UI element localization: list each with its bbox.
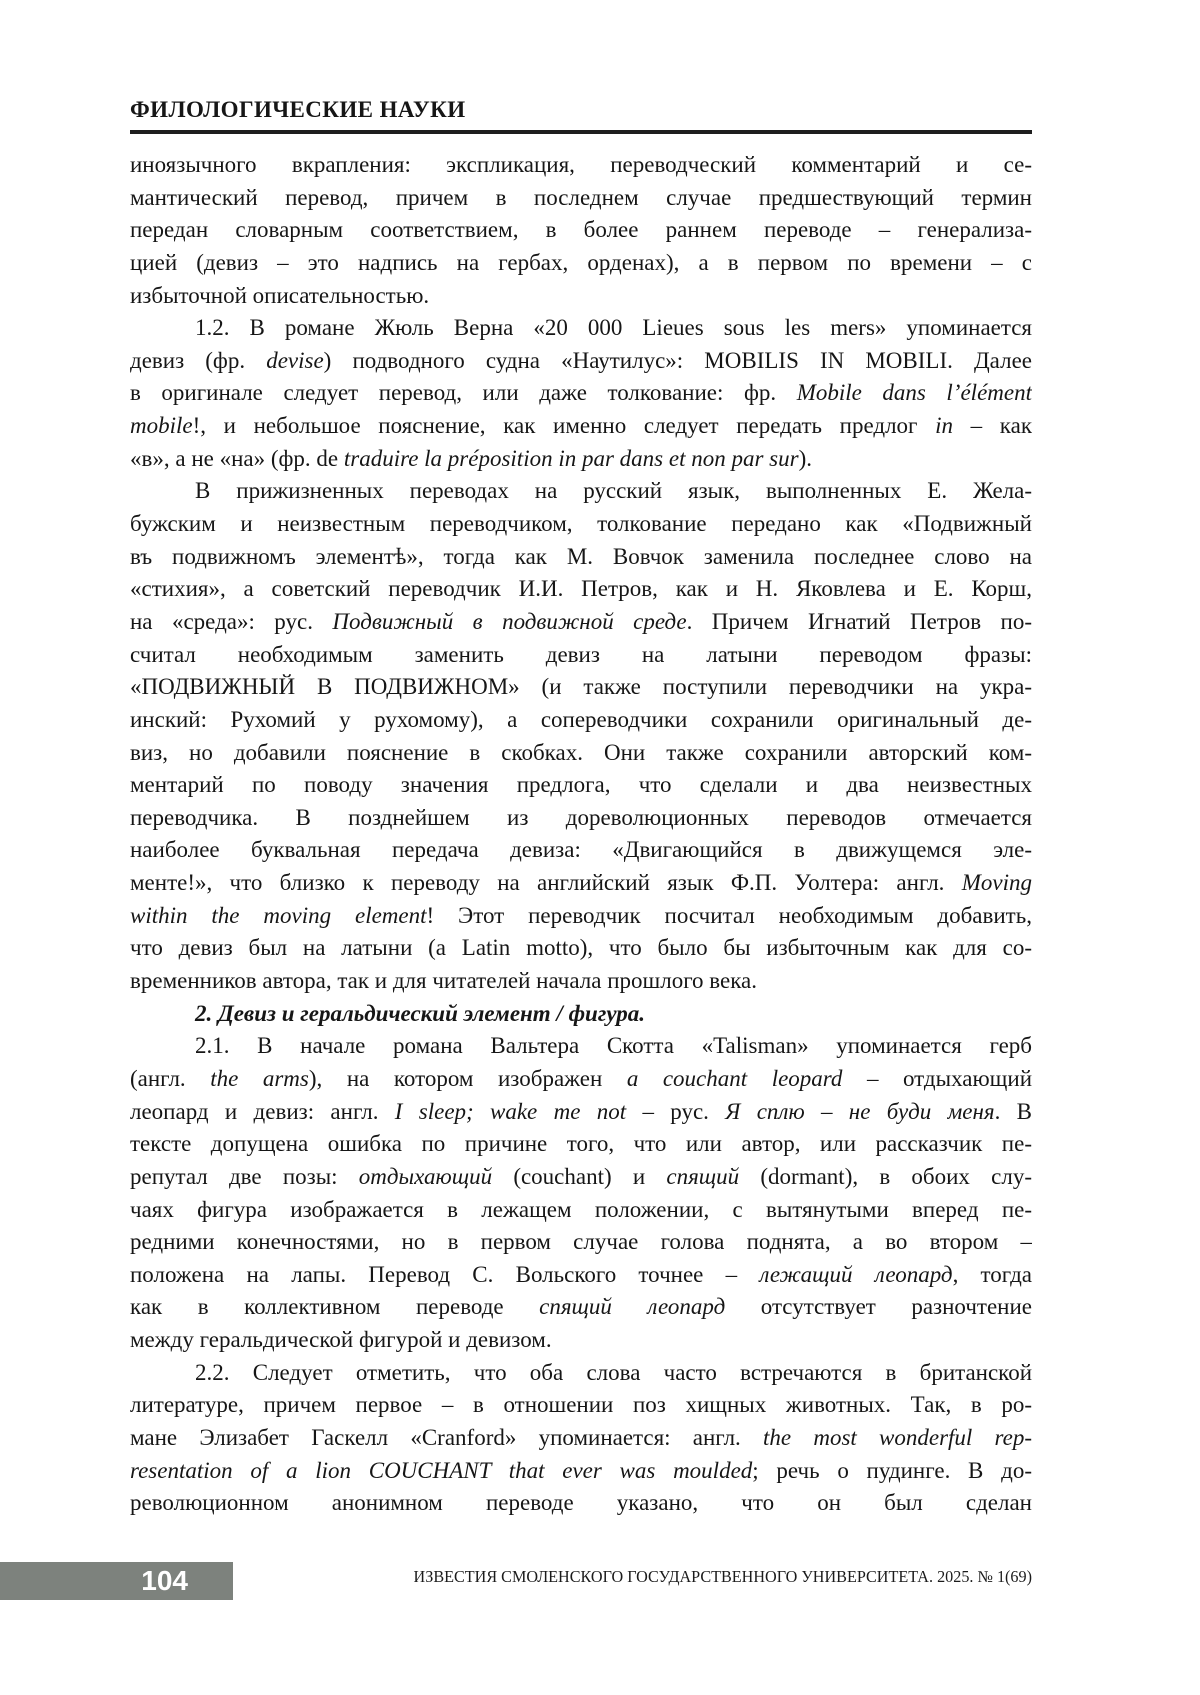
text-line: избыточной описательностью. <box>130 282 430 308</box>
page-number-badge <box>0 1562 233 1600</box>
text-line: в оригинале следует перевод, или даже толкование: фр. Mobile dans l’élément <box>130 380 1032 406</box>
text-line: (англ. the arms), на котором изображен a couchant leopard – отдыхающий <box>130 1065 1032 1091</box>
text-line: менте!», что близко к переводу на английский язык Ф.П. Уолтера: англ. Moving <box>130 870 1032 896</box>
text-line: мане Элизабет Гаскелл «Cranford» упоминается: англ. the most wonderful rep- <box>130 1424 1032 1450</box>
text-line: литературе, причем первое – в отношении поз хищных животных. Так, в ро- <box>130 1392 1032 1418</box>
text-line: mobile!, и небольшое пояснение, как именно следует передать предлог in – как <box>130 413 1032 439</box>
text-line: мантический перевод, причем в последнем случае предшествующий термин <box>130 184 1032 210</box>
text-line: революционном анонимном переводе указано, что он был сделан <box>130 1490 1032 1516</box>
text-line: положена на лапы. Перевод С. Вольского точнее – лежащий леопард, тогда <box>130 1261 1032 1287</box>
text-line: чаях фигура изображается в лежащем положении, с вытянутыми вперед пе- <box>130 1196 1032 1222</box>
text-line: 1.2. В романе Жюль Верна «20 000 Lieues sous les mers» упоминается <box>195 315 1032 341</box>
text-line: тексте допущена ошибка по причине того, что или автор, или рассказчик пе- <box>130 1131 1032 1157</box>
text-line: как в коллективном переводе спящий леопард отсутствует разночтение <box>130 1294 1032 1320</box>
text-line: «стихия», а советский переводчик И.И. Петров, как и Н. Яковлева и Е. Корш, <box>130 576 1032 602</box>
page-number: 104 <box>141 1565 188 1596</box>
article-body <box>130 149 1032 1520</box>
text-line: В прижизненных переводах на русский язык, выполненных Е. Жела- <box>195 478 1032 504</box>
section-title: ФИЛОЛОГИЧЕСКИЕ НАУКИ <box>130 97 466 122</box>
text-line: считал необходимым заменить девиз на латыни переводом фразы: <box>130 641 1032 667</box>
text-line: ментарий по поводу значения предлога, что сделали и два неизвестных <box>130 772 1032 798</box>
text-line: что девиз был на латыни (a Latin motto), что было бы избыточным как для со- <box>130 935 1032 961</box>
text-line: 2.2. Следует отметить, что оба слова часто встречаются в британской <box>195 1359 1032 1385</box>
text-line: инский: Рухомий у рухомому), а сопереводчики сохранили оригинальный де- <box>130 706 1032 732</box>
journal-footer-line: ИЗВЕСТИЯ СМОЛЕНСКОГО ГОСУДАРСТВЕННОГО УНИВЕРСИТЕТА. 2025. № 1(69) <box>413 1567 1032 1586</box>
text-line: передан словарным соответствием, в более раннем переводе – генерализа- <box>130 217 1032 243</box>
text-line: 2.1. В начале романа Вальтера Скотта «Talisman» упоминается герб <box>195 1033 1032 1059</box>
text-line: «в», а не «на» (фр. de traduire la préposition in par dans et non par sur). <box>130 445 812 471</box>
text-line: виз, но добавили пояснение в скобках. Они также сохранили авторский ком- <box>130 739 1032 765</box>
text-line: цией (девиз – это надпись на гербах, орденах), а в первом по времени – с <box>130 249 1032 275</box>
text-line: репутал две позы: отдыхающий (couchant) и спящий (dormant), в обоих слу- <box>130 1163 1032 1189</box>
text-line: иноязычного вкрапления: экспликация, переводческий комментарий и се- <box>130 152 1032 177</box>
text-line: временников автора, так и для читателей начала прошлого века. <box>130 968 758 994</box>
text-line: редними конечностями, но в первом случае голова поднята, а во втором – <box>130 1229 1032 1255</box>
text-line: девиз (фр. devise) подводного судна «Наутилус»: MOBILIS IN MOBILI. Далее <box>130 347 1032 373</box>
section-heading: 2. Девиз и геральдический элемент / фигура. <box>195 1000 645 1026</box>
text-line: бужским и неизвестным переводчиком, толкование передано как «Подвижный <box>130 511 1032 537</box>
text-line: въ подвижномъ элементѣ», тогда как М. Вовчок заменила последнее слово на <box>130 543 1032 569</box>
text-line: resentation of a lion COUCHANT that ever was moulded; речь о пудинге. В до- <box>130 1457 1032 1483</box>
text-line: переводчика. В позднейшем из дореволюционных переводов отмечается <box>130 804 1032 830</box>
text-line: леопард и девиз: англ. I sleep; wake me not – рус. Я сплю – не буди меня. В <box>130 1098 1032 1124</box>
text-line: между геральдической фигурой и девизом. <box>130 1327 552 1353</box>
text-line: «ПОДВИЖНЫЙ В ПОДВИЖНОМ» (и также поступили переводчики на укра- <box>130 674 1032 700</box>
text-line: на «среда»: рус. Подвижный в подвижной среде. Причем Игнатий Петров по- <box>130 608 1032 634</box>
running-head <box>130 97 1032 134</box>
text-line: наиболее буквальная передача девиза: «Двигающийся в движущемся эле- <box>130 837 1032 863</box>
text-line: within the moving element! Этот переводчик посчитал необходимым добавить, <box>130 902 1032 928</box>
